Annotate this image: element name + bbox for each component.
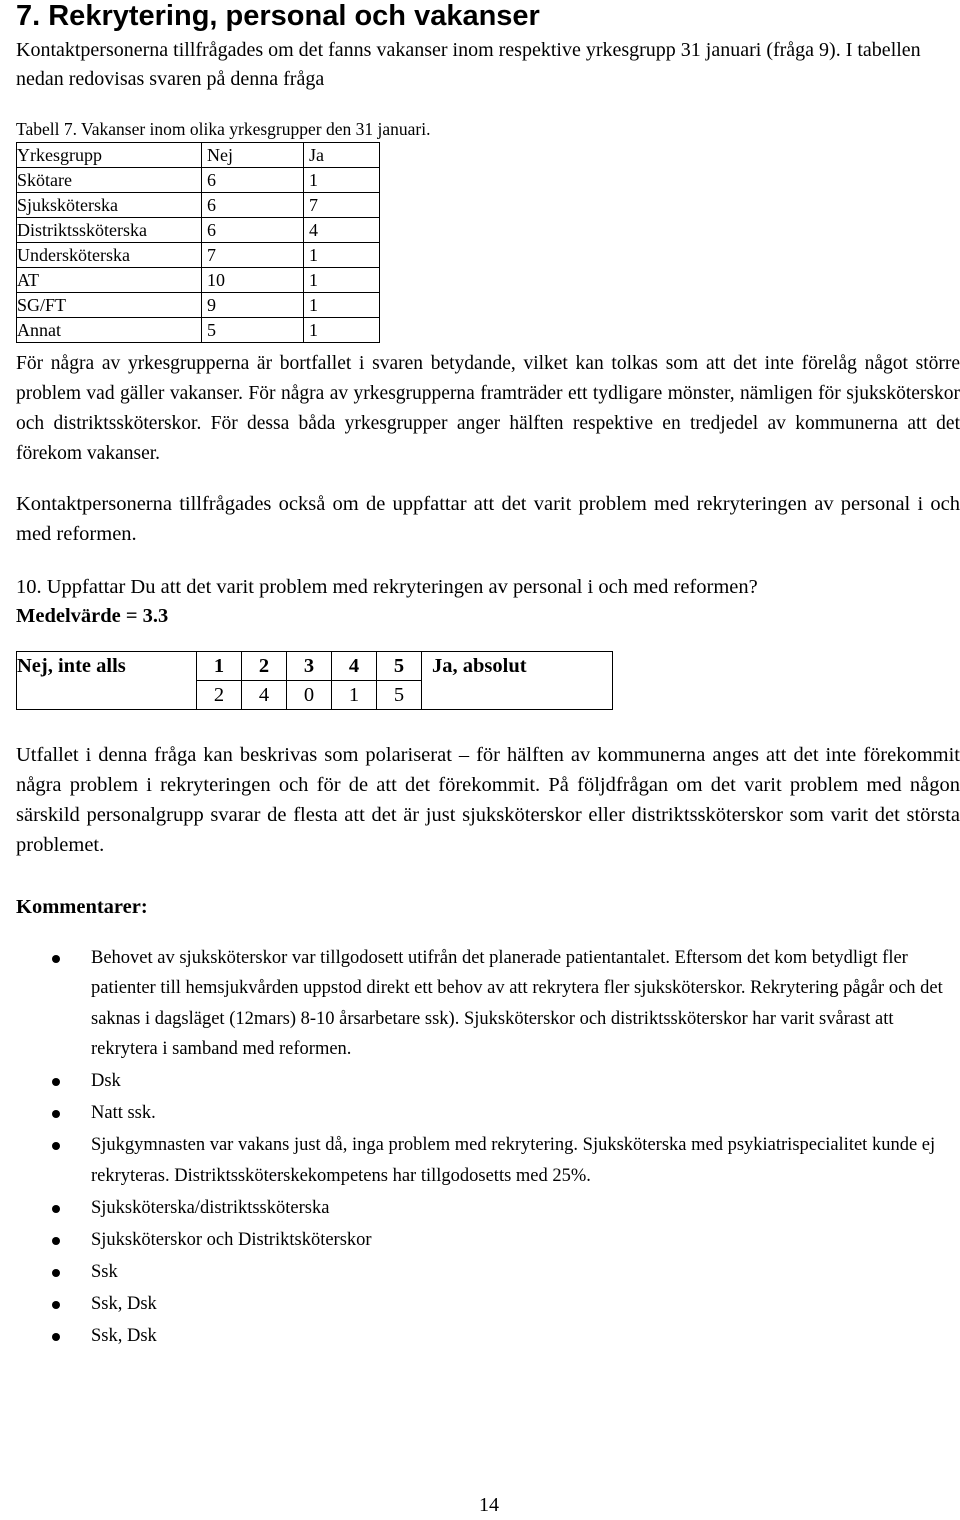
row-ja: 1 <box>304 243 380 268</box>
table-caption: Tabell 7. Vakanser inom olika yrkesgrupper den 31 januari. <box>16 119 431 139</box>
scale-point: 2 <box>242 652 287 681</box>
scale-row <box>17 652 613 681</box>
page-number: 14 <box>479 1494 499 1516</box>
list-item <box>16 1098 960 1129</box>
scale-point: 5 <box>377 652 422 681</box>
list-item <box>16 1066 960 1097</box>
list-item <box>16 1130 960 1191</box>
paragraph-after-table: För några av yrkesgrupperna är bortfallet i svaren betydande, vilket kan tolkas som att det inte förelåg något större problem vad gäller vakanser. För några av yrkesgrupperna framträder ett tydligare mönster, nämligen för sjuksköterskor och distriktssköterskor. För dessa båda yrkesgrupper anger hälften respektive en tredjedel av kommunerna att det förekom vakanser. <box>16 353 960 464</box>
row-nej: 6 <box>202 168 304 193</box>
table-row <box>17 168 380 193</box>
paragraph-outcome: Utfallet i denna fråga kan beskrivas som polariserat – för hälften av kommunerna anges att det inte förekommit några problem i rekryteringen och för de att det förekommit. På följdfrågan om det varit problem med någon särskild personalgrupp svarar de flesta att det är just sjuksköterskor eller distriktssköterskor som varit det största problemet. <box>16 744 960 856</box>
header-nej: Nej <box>202 143 304 168</box>
row-label: Undersköterska <box>17 243 202 268</box>
scale-count: 2 <box>197 681 242 710</box>
comments-heading: Kommentarer: <box>16 896 148 918</box>
row-ja: 7 <box>304 193 380 218</box>
scale-count: 5 <box>377 681 422 710</box>
row-label: Distriktssköterska <box>17 218 202 243</box>
table-row <box>17 193 380 218</box>
scale-point: 4 <box>332 652 377 681</box>
list-item <box>16 943 960 1065</box>
row-label: Skötare <box>17 168 202 193</box>
row-label: AT <box>17 268 202 293</box>
comment-text: Ssk <box>91 1261 118 1282</box>
row-label: Annat <box>17 318 202 343</box>
bullet-icon <box>52 1237 60 1245</box>
row-ja: 1 <box>304 318 380 343</box>
list-item <box>16 1289 960 1320</box>
document-page <box>16 0 960 1353</box>
table-row <box>17 268 380 293</box>
bullet-icon <box>52 1110 60 1118</box>
bullet-icon <box>52 1205 60 1213</box>
scale-count: 4 <box>242 681 287 710</box>
bullet-icon <box>52 1078 60 1086</box>
row-nej: 10 <box>202 268 304 293</box>
bullet-icon <box>52 955 60 963</box>
row-label: Sjuksköterska <box>17 193 202 218</box>
scale-point: 3 <box>287 652 332 681</box>
list-item <box>16 1225 960 1256</box>
bullet-icon <box>52 1333 60 1341</box>
table-row <box>17 293 380 318</box>
row-nej: 9 <box>202 293 304 318</box>
comment-text: Sjukgymnasten var vakans just då, inga problem med rekrytering. Sjuksköterska med psykiatrispecialitet kunde ej rekryteras. Distriktssköterskekompetens har tillgodosetts med 25%. <box>91 1135 936 1186</box>
paragraph-followup: Kontaktpersonerna tillfrågades också om de uppfattar att det varit problem med rekryteringen av personal i och med reformen. <box>16 492 960 545</box>
comments-list <box>16 943 960 1352</box>
comment-text: Sjuksköterska/distriktssköterska <box>91 1197 330 1218</box>
scale-count: 0 <box>287 681 332 710</box>
bullet-icon <box>52 1301 60 1309</box>
comment-text: Sjuksköterskor och Distriktsköterskor <box>91 1229 372 1250</box>
rating-scale-table <box>16 651 613 710</box>
mean-value: Medelvärde = 3.3 <box>16 604 169 627</box>
intro-paragraph: Kontaktpersonerna tillfrågades om det fanns vakanser inom respektive yrkesgrupp 31 januari (fråga 9). I tabellen nedan redovisas svaren på denna fråga <box>16 39 921 90</box>
table-row <box>17 218 380 243</box>
row-nej: 6 <box>202 218 304 243</box>
row-ja: 1 <box>304 293 380 318</box>
vacancy-table <box>16 142 380 343</box>
row-ja: 1 <box>304 168 380 193</box>
scale-point: 1 <box>197 652 242 681</box>
comment-text: Behovet av sjuksköterskor var tillgodosett utifrån det planerade patientantalet. Eftersom det kom betydligt fler patienter till hemsjukvården uppstod direkt ett behov av att rekrytera fler sjuksköterskor. Rekrytering pågår och det saknas i dagsläget (12mars) 8-10 årsarbetare ssk). Sjuksköterskor och distriktssköterskor har varit svårast att rekrytera i samband med reformen. <box>91 947 943 1059</box>
comment-text: Ssk, Dsk <box>91 1325 157 1346</box>
list-item <box>16 1193 960 1224</box>
table-row <box>17 243 380 268</box>
scale-left-label: Nej, inte alls <box>17 652 197 710</box>
row-nej: 7 <box>202 243 304 268</box>
section-heading: 7. Rekrytering, personal och vakanser <box>16 0 540 32</box>
list-item <box>16 1257 960 1288</box>
comment-text: Natt ssk. <box>91 1103 156 1123</box>
comment-text: Dsk <box>91 1071 121 1091</box>
row-ja: 1 <box>304 268 380 293</box>
table-header-row <box>17 143 380 168</box>
question-text: 10. Uppfattar Du att det varit problem med rekryteringen av personal i och med reformen? <box>16 575 758 598</box>
row-nej: 5 <box>202 318 304 343</box>
bullet-icon <box>52 1142 60 1150</box>
list-item <box>16 1321 960 1352</box>
scale-right-label: Ja, absolut <box>422 652 613 710</box>
comment-text: Ssk, Dsk <box>91 1293 157 1314</box>
header-yrkesgrupp: Yrkesgrupp <box>17 143 202 168</box>
scale-count: 1 <box>332 681 377 710</box>
header-ja: Ja <box>304 143 380 168</box>
question-10 <box>16 573 960 631</box>
row-ja: 4 <box>304 218 380 243</box>
table-row <box>17 318 380 343</box>
bullet-icon <box>52 1269 60 1277</box>
row-nej: 6 <box>202 193 304 218</box>
row-label: SG/FT <box>17 293 202 318</box>
